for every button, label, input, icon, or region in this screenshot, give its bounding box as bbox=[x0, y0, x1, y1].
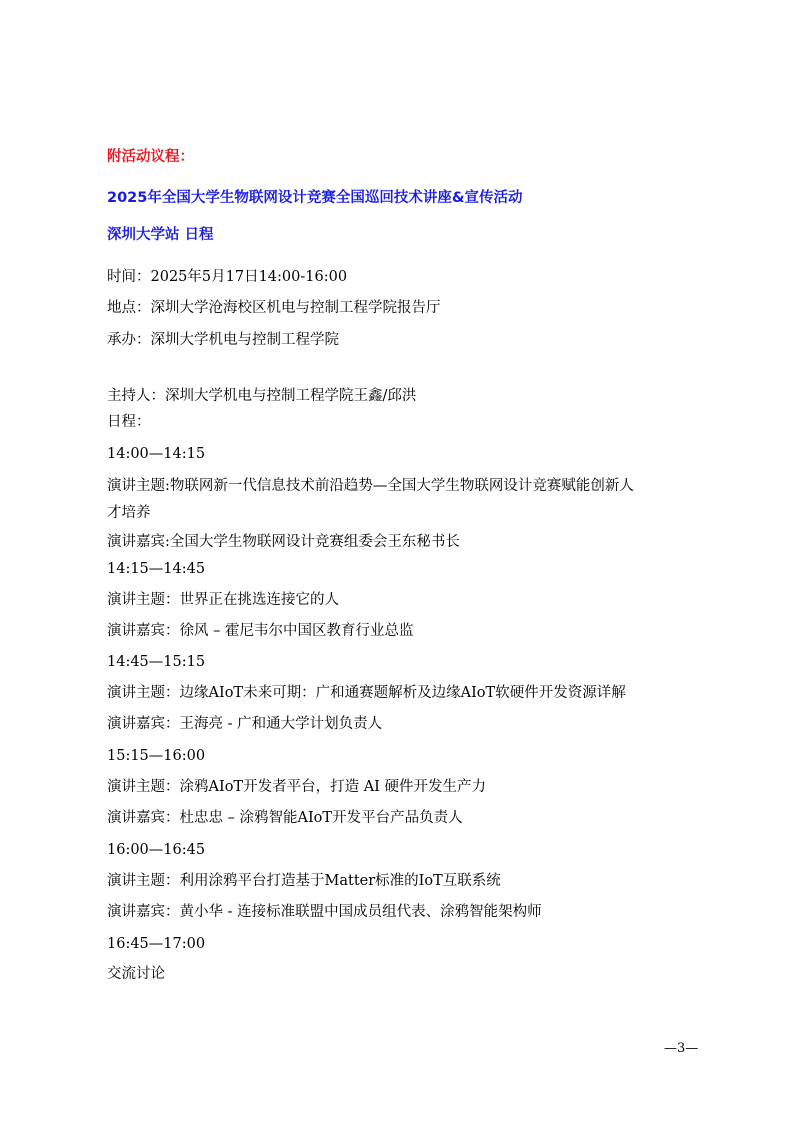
session-time: 16:45—17:00 bbox=[107, 936, 206, 952]
schedule-label: 日程： bbox=[107, 414, 151, 430]
session-time: 14:15—14:45 bbox=[107, 561, 206, 577]
session-speaker: 演讲嘉宾：王海亮 - 广和通大学计划负责人 bbox=[107, 716, 383, 732]
session-time: 14:00—14:15 bbox=[107, 446, 206, 462]
event-location: 地点：深圳大学沧海校区机电与控制工程学院报告厅 bbox=[107, 300, 441, 316]
session-topic: 演讲主题：涂鸦AIoT开发者平台，打造 AI 硬件开发生产力 bbox=[107, 779, 487, 795]
session-speaker: 演讲嘉宾：黄小华 - 连接标准联盟中国成员组代表、涂鸦智能架构师 bbox=[107, 904, 542, 920]
event-time: 时间：2025年5月17日14:00-16:00 bbox=[107, 269, 348, 285]
session-time: 16:00—16:45 bbox=[107, 842, 206, 858]
event-organizer: 承办：深圳大学机电与控制工程学院 bbox=[107, 332, 339, 348]
session-topic: 演讲主题：边缘AIoT未来可期：广和通赛题解析及边缘AIoT软硬件开发资源详解 bbox=[107, 685, 626, 701]
session-speaker: 演讲嘉宾：杜忠忠 – 涂鸦智能AIoT开发平台产品负责人 bbox=[107, 810, 463, 826]
session-time: 15:15—16:00 bbox=[107, 748, 206, 764]
event-title: 2025年全国大学生物联网设计竞赛全国巡回技术讲座&宣传活动 bbox=[107, 190, 523, 206]
venue-schedule-title: 深圳大学站 日程 bbox=[107, 227, 214, 243]
page-number: —3— bbox=[664, 1041, 699, 1056]
session-topic-continued: 才培养 bbox=[107, 505, 151, 521]
session-time: 14:45—15:15 bbox=[107, 654, 206, 670]
session-topic: 演讲主题：利用涂鸦平台打造基于Matter标准的IoT互联系统 bbox=[107, 873, 501, 889]
appendix-label: 附活动议程： bbox=[107, 149, 194, 165]
event-host: 主持人：深圳大学机电与控制工程学院王鑫/邱洪 bbox=[107, 388, 417, 404]
session-speaker: 演讲嘉宾:全国大学生物联网设计竞赛组委会王东秘书长 bbox=[107, 534, 460, 550]
session-topic: 演讲主题:物联网新一代信息技术前沿趋势—全国大学生物联网设计竞赛赋能创新人 bbox=[107, 478, 634, 494]
session-topic: 交流讨论 bbox=[107, 966, 165, 982]
session-speaker: 演讲嘉宾：徐风 – 霍尼韦尔中国区教育行业总监 bbox=[107, 623, 414, 639]
session-topic: 演讲主题：世界正在挑选连接它的人 bbox=[107, 592, 339, 608]
